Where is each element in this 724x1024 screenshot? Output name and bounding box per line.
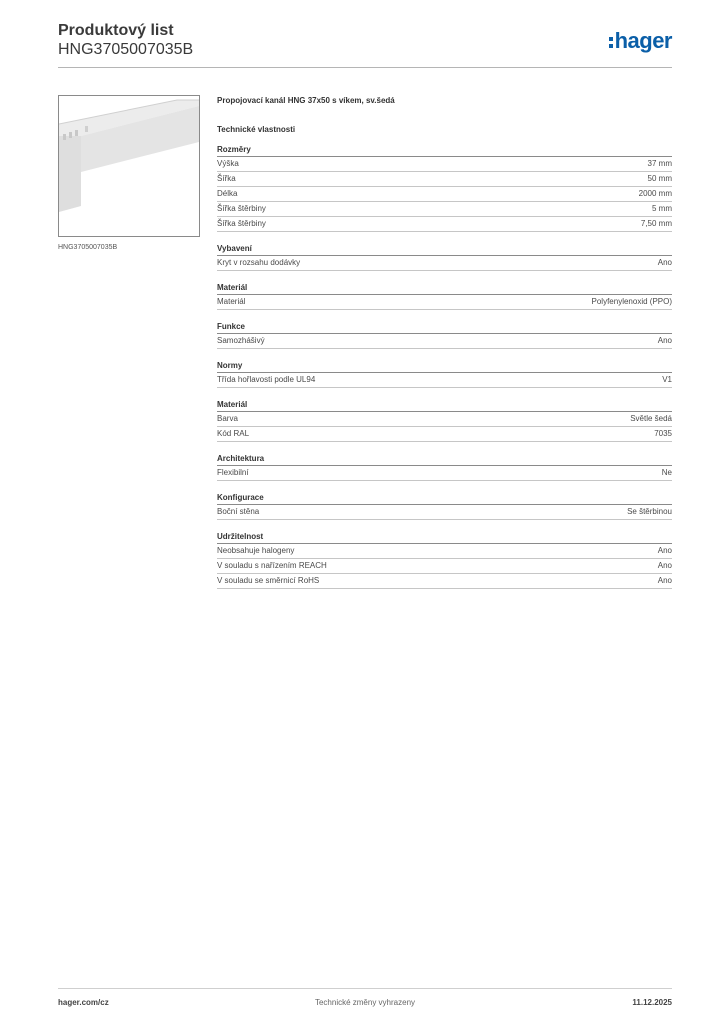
hager-logo: [609, 29, 672, 53]
header-divider: [58, 67, 672, 68]
property-label: Materiál: [217, 297, 246, 306]
property-row: [217, 466, 672, 481]
property-label: Šířka štěrbiny: [217, 219, 266, 228]
property-section: [217, 144, 672, 232]
property-value: Ano: [657, 561, 672, 570]
section-title: Architektura: [217, 453, 672, 466]
section-title: Rozměry: [217, 144, 672, 157]
property-value: Ano: [657, 546, 672, 555]
property-value: 50 mm: [647, 174, 672, 183]
property-row: [217, 559, 672, 574]
property-label: Šířka: [217, 174, 236, 183]
property-row: [217, 172, 672, 187]
page-header: [58, 21, 672, 67]
footer-date: 11.12.2025: [632, 998, 672, 1007]
logo-dots-icon: [609, 37, 613, 48]
property-value: Ano: [657, 576, 672, 585]
logo-text: hager: [614, 28, 672, 53]
section-title: Normy: [217, 360, 672, 373]
footer-note: Technické změny vyhrazeny: [314, 998, 416, 1007]
property-value: 7035: [654, 429, 672, 438]
property-section: [217, 321, 672, 349]
cable-duct-image: [59, 96, 199, 236]
section-title: Funkce: [217, 321, 672, 334]
property-row: [217, 544, 672, 559]
property-label: Kód RAL: [217, 429, 250, 438]
property-row: [217, 574, 672, 589]
property-value: Světle šedá: [630, 414, 672, 423]
property-label: Šířka štěrbiny: [217, 204, 266, 213]
product-details: [217, 96, 672, 600]
property-label: Výška: [217, 159, 239, 168]
property-value: 7,50 mm: [640, 219, 672, 228]
property-label: Neobsahuje halogeny: [217, 546, 295, 555]
property-row: [217, 295, 672, 310]
property-row: [217, 157, 672, 172]
property-row: [217, 505, 672, 520]
image-caption: HNG3705007035B: [58, 244, 118, 251]
property-value: V1: [662, 375, 672, 384]
property-value: Ano: [657, 258, 672, 267]
property-row: [217, 373, 672, 388]
property-label: Kryt v rozsahu dodávky: [217, 258, 301, 267]
product-name: Propojovací kanál HNG 37x50 s víkem, sv.šedá: [217, 96, 395, 105]
section-title: Vybavení: [217, 243, 672, 256]
property-row: [217, 256, 672, 271]
property-row: [217, 217, 672, 232]
property-label: Samozhášivý: [217, 336, 265, 345]
property-value: 2000 mm: [638, 189, 672, 198]
property-row: [217, 412, 672, 427]
property-row: [217, 202, 672, 217]
technical-properties-heading: Technické vlastnosti: [217, 125, 296, 134]
property-section: [217, 243, 672, 271]
property-section: [217, 360, 672, 388]
footer-website: hager.com/cz: [58, 998, 109, 1007]
section-title: Udržitelnost: [217, 531, 672, 544]
property-label: Flexibilní: [217, 468, 249, 477]
property-section: [217, 453, 672, 481]
section-title: Materiál: [217, 399, 672, 412]
property-label: V souladu s nařízením REACH: [217, 561, 327, 570]
page-footer: [58, 990, 672, 1010]
property-value: Ne: [661, 468, 672, 477]
property-label: Třída hořlavosti podle UL94: [217, 375, 316, 384]
property-row: [217, 427, 672, 442]
property-row: [217, 187, 672, 202]
property-label: Délka: [217, 189, 238, 198]
property-value: 5 mm: [652, 204, 672, 213]
property-section: [217, 399, 672, 442]
property-label: V souladu se směrnicí RoHS: [217, 576, 320, 585]
property-value: Polyfenylenoxid (PPO): [591, 297, 672, 306]
property-section: [217, 282, 672, 310]
footer-divider: [58, 988, 672, 989]
property-row: [217, 334, 672, 349]
property-value: Se štěrbinou: [627, 507, 672, 516]
section-title: Materiál: [217, 282, 672, 295]
property-section: [217, 531, 672, 589]
property-section: [217, 492, 672, 520]
section-title: Konfigurace: [217, 492, 672, 505]
property-value: 37 mm: [647, 159, 672, 168]
property-label: Barva: [217, 414, 238, 423]
product-code: HNG3705007035B: [58, 41, 194, 58]
document-title: Produktový list: [58, 22, 174, 39]
property-value: Ano: [657, 336, 672, 345]
properties-list: [217, 144, 672, 589]
property-label: Boční stěna: [217, 507, 260, 516]
product-image: [58, 95, 200, 237]
